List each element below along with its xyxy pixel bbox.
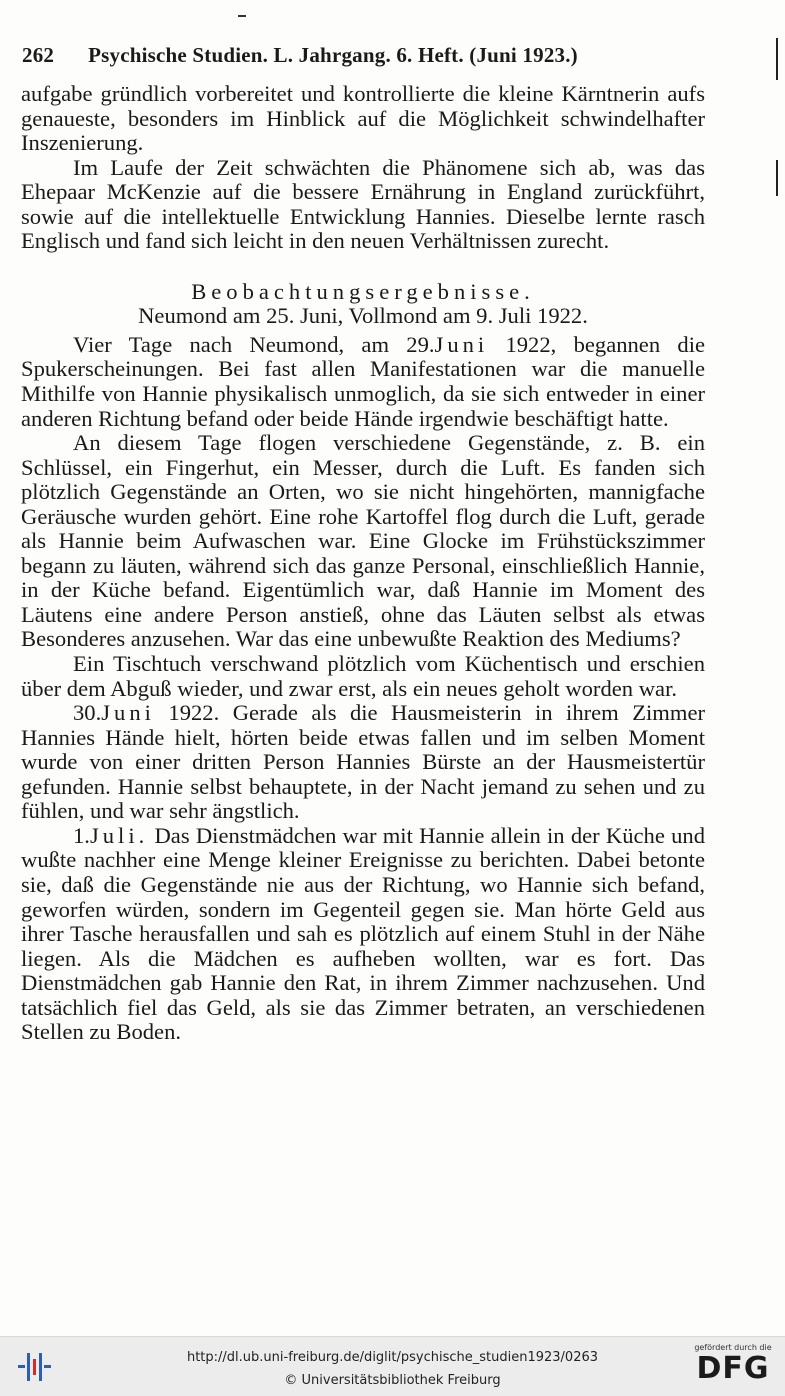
page-number: 262: [22, 43, 55, 67]
copyright-notice: © Universitätsbibliothek Freiburg: [284, 1373, 501, 1388]
paragraph-7-rest: Das Dienstmädchen war mit Hannie allein in der Küche und wußte nachher eine Menge kleiner Ereignisse zu berichten. Dabei betonte sie, daß die Gegenstände nie aus der Richtung, wo Hannie sich befand, geworfen würden, sondern im Gegenteil gegen sie. Man hörte Geld aus ihrer Tasche herausfallen und sah es plötzlich auf einem Stuhl in der Nähe liegen. Als die Mädchen es aufheben wollten, war es fort. Das Dienstmädchen gab Hannie den Rat, in ihrem Zimmer nachzusehen. Und tatsächlich fiel das Geld, als sie das Zimmer betraten, an verschiedenen Stellen zu Boden.: [21, 822, 705, 1045]
scan-artifact-dash: [238, 15, 246, 17]
dfg-caption: gefördert durch die: [694, 1343, 772, 1352]
section-heading: Beobachtungsergebnisse.: [191, 278, 535, 304]
paragraph-6: [21, 701, 705, 824]
dfg-logo[interactable]: [691, 1343, 775, 1391]
paragraph-5: Ein Tischtuch verschwand plötzlich vom Küchentisch und erschien über dem Abguß wieder, und zwar erst, als ein neues geholt worden war.: [21, 651, 705, 701]
running-header: [22, 42, 722, 68]
paragraph-6-lead: 30.: [73, 700, 102, 726]
paragraph-7: [21, 824, 705, 1045]
permalink-url[interactable]: http://dl.ub.uni-freiburg.de/diglit/psychische_studien1923/0263: [186, 1350, 599, 1365]
running-title: Psychische Studien. L. Jahrgang. 6. Heft. (Juni 1923.): [88, 43, 578, 67]
dfg-wordmark: DFG: [696, 1351, 770, 1386]
paragraph-7-spaced: Juli.: [89, 822, 149, 848]
paragraph-6-spaced: Juni: [101, 700, 155, 726]
paragraph-1: aufgabe gründlich vorbereitet und kontrollierte die kleine Kärntnerin aufs genaueste, besonders im Hinblick auf die Möglichkeit schwindelhafter Inszenierung.: [21, 81, 705, 156]
paragraph-2: Im Laufe der Zeit schwächten die Phänomene sich ab, was das Ehepaar McKenzie auf die bessere Ernährung in England zurückführt, sowie auf die intellektuelle Entwicklung Hannies. Dieselbe lernte rasch Englisch und fand sich leicht in den neuen Verhältnissen zurecht.: [21, 154, 705, 254]
section-subheading: Neumond am 25. Juni, Vollmond am 9. Juli 1922.: [138, 303, 588, 329]
paragraph-3-spaced: Juni: [434, 331, 489, 357]
paragraph-3-rest: 1922, begannen die Spukerscheinungen. Bei fast allen Manifestationen war die manuelle Mithilfe von Hannie physikalisch unmoglich, da sie sich entweder in einer anderen Richtung befand oder beide Hände irgendwie beschäftigt hatte.: [21, 331, 706, 431]
page-edge-marks: [776, 38, 779, 276]
paragraph-3-lead: Vier Tage nach Neumond, am 29.: [73, 331, 435, 357]
paragraph-3: [21, 333, 705, 431]
paragraph-7-lead: 1.: [73, 822, 90, 848]
body-text: [21, 82, 705, 1045]
paragraph-6-rest: 1922. Gerade als die Hausmeisterin in ihrem Zimmer Hannies Hände hielt, hörten beide etwas fallen und im selben Moment wurde von einer dritten Person Hannies Bürste an der Hausmeistertür gefunden. Hannie selbst behauptete, in der Nacht jemand zu sehen und zu fühlen, und war sehr ängstlich.: [21, 700, 705, 824]
paragraph-4: An diesem Tage flogen verschiedene Gegenstände, z. B. ein Schlüssel, ein Fingerhut, ein Messer, durch die Luft. Es fanden sich plötzlich Gegenstände an Orten, wo sie nicht hingehörten, mannigfache Geräusche wurden gehört. Eine rohe Kartoffel flog durch die Luft, gerade als Hannie beim Aufwaschen war. Eine Glocke im Frühstückszimmer begann zu läuten, während sich das ganze Personal, einschließlich Hannie, in der Küche befand. Eigentümlich war, daß Hannie im Moment des Läutens eine andere Person anstieß, ohne das Läuten selbst als etwas Besonderes anzusehen. War das eine unbewußte Reaktion des Mediums?: [21, 430, 705, 652]
viewer-footer: [0, 1336, 785, 1396]
